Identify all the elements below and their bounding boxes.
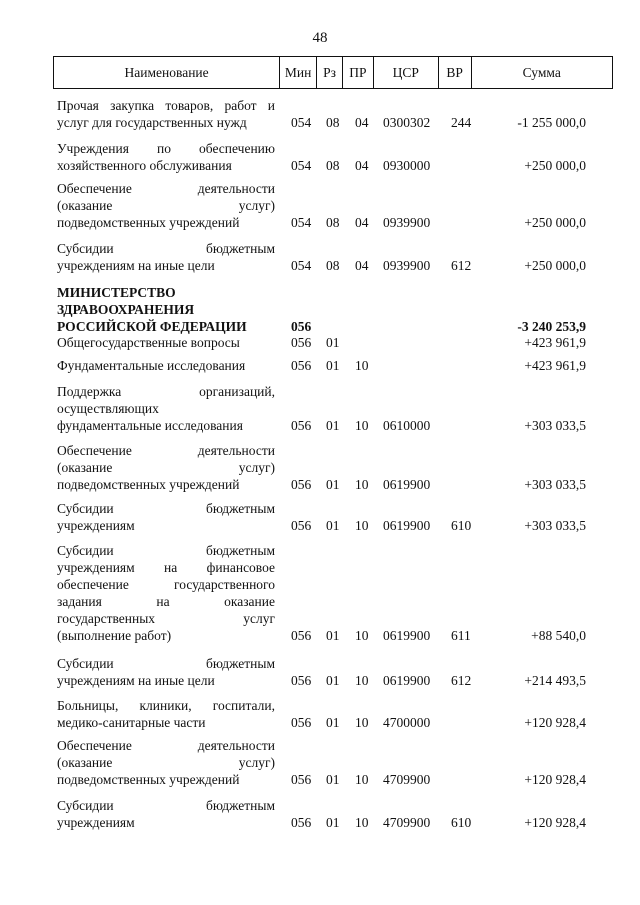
header-name: Наименование bbox=[54, 57, 280, 88]
row-csr: 0619900 bbox=[383, 477, 431, 492]
header-csr: ЦСР bbox=[374, 57, 439, 88]
row-name-line: Субсидии бюджетным bbox=[57, 543, 275, 558]
row-sum: +303 033,5 bbox=[524, 518, 586, 533]
row-min: 056 bbox=[291, 518, 312, 533]
table-row bbox=[0, 334, 640, 351]
row-rz: 01 bbox=[326, 477, 340, 492]
row-min: 056 bbox=[291, 628, 312, 643]
row-name bbox=[57, 697, 275, 731]
row-rz: 01 bbox=[326, 418, 340, 433]
row-name-line: Субсидии бюджетным bbox=[57, 798, 275, 813]
row-name bbox=[57, 140, 275, 174]
row-rz: 01 bbox=[326, 715, 340, 730]
table-row bbox=[0, 383, 640, 434]
row-sum: +214 493,5 bbox=[524, 673, 586, 688]
row-min: 054 bbox=[291, 158, 312, 173]
row-csr: 0619900 bbox=[383, 628, 431, 643]
row-rz: 08 bbox=[326, 158, 340, 173]
row-name-line: подведомственных учреждений bbox=[57, 215, 240, 230]
header-pr: ПР bbox=[343, 57, 374, 88]
row-name-line: (выполнение работ) bbox=[57, 628, 172, 643]
row-name bbox=[57, 180, 275, 231]
row-csr: 0619900 bbox=[383, 673, 431, 688]
page-number: 48 bbox=[312, 30, 328, 46]
row-name-line: учреждениям на финансовое bbox=[57, 560, 275, 575]
row-csr: 4709900 bbox=[383, 772, 431, 787]
row-csr: 0300302 bbox=[383, 115, 431, 130]
header-vr: ВР bbox=[439, 57, 472, 88]
row-name-line: (оказание услуг) bbox=[57, 460, 275, 475]
row-sum: +250 000,0 bbox=[524, 258, 586, 273]
row-sum: +303 033,5 bbox=[524, 477, 586, 492]
row-pr: 04 bbox=[355, 258, 369, 273]
row-name bbox=[57, 542, 275, 644]
row-min: 056 bbox=[291, 772, 312, 787]
row-name-line: обеспечение государственного bbox=[57, 577, 275, 592]
table-row bbox=[0, 97, 640, 131]
table-row bbox=[0, 655, 640, 689]
row-min: 054 bbox=[291, 115, 312, 130]
row-sum: +423 961,9 bbox=[524, 335, 586, 350]
table-row bbox=[0, 357, 640, 374]
row-name-line: хозяйственного обслуживания bbox=[57, 158, 232, 173]
row-rz: 01 bbox=[326, 772, 340, 787]
row-name-line: учреждениям на иные цели bbox=[57, 673, 215, 688]
row-pr: 10 bbox=[355, 673, 369, 688]
row-name bbox=[57, 500, 275, 534]
row-name-line: Обеспечение деятельности bbox=[57, 738, 275, 753]
row-rz: 01 bbox=[326, 518, 340, 533]
row-name-line: Субсидии бюджетным bbox=[57, 501, 275, 516]
row-vr: 612 bbox=[451, 258, 472, 273]
row-sum: +120 928,4 bbox=[524, 715, 586, 730]
row-name bbox=[57, 284, 275, 335]
row-csr: 4700000 bbox=[383, 715, 431, 730]
row-name-line: Прочая закупка товаров, работ и bbox=[57, 98, 275, 113]
row-vr: 610 bbox=[451, 518, 472, 533]
row-min: 056 bbox=[291, 358, 312, 373]
row-name-line: ЗДРАВООХРАНЕНИЯ bbox=[57, 302, 195, 317]
table-row bbox=[0, 500, 640, 534]
row-name bbox=[57, 240, 275, 274]
header-min: Мин bbox=[280, 57, 317, 88]
row-pr: 10 bbox=[355, 715, 369, 730]
row-min: 056 bbox=[291, 319, 312, 334]
row-pr: 10 bbox=[355, 815, 369, 830]
row-pr: 04 bbox=[355, 215, 369, 230]
row-rz: 08 bbox=[326, 115, 340, 130]
row-name bbox=[57, 797, 275, 831]
row-sum: +250 000,0 bbox=[524, 158, 586, 173]
row-name-line: (оказание услуг) bbox=[57, 198, 275, 213]
row-csr: 0619900 bbox=[383, 518, 431, 533]
row-name-line: Больницы, клиники, госпитали, bbox=[57, 698, 275, 713]
row-name-line: Обеспечение деятельности bbox=[57, 443, 275, 458]
row-name-line: задания на оказание bbox=[57, 594, 275, 609]
row-sum: -3 240 253,9 bbox=[517, 319, 586, 334]
row-name bbox=[57, 655, 275, 689]
row-name-line: учреждениям bbox=[57, 815, 135, 830]
row-name-line: учреждениям bbox=[57, 518, 135, 533]
row-name-line: Субсидии бюджетным bbox=[57, 656, 275, 671]
table-row bbox=[0, 697, 640, 731]
row-min: 054 bbox=[291, 258, 312, 273]
row-pr: 04 bbox=[355, 158, 369, 173]
table-row bbox=[0, 180, 640, 231]
row-name-line: услуг для государственных нужд bbox=[57, 115, 247, 130]
row-name-line: учреждениям на иные цели bbox=[57, 258, 215, 273]
table-row bbox=[0, 542, 640, 644]
row-name-line: фундаментальные исследования bbox=[57, 418, 243, 433]
row-vr: 610 bbox=[451, 815, 472, 830]
row-csr: 0930000 bbox=[383, 158, 431, 173]
table-row bbox=[0, 737, 640, 788]
row-rz: 01 bbox=[326, 628, 340, 643]
row-name-line: Фундаментальные исследования bbox=[57, 358, 246, 373]
row-pr: 10 bbox=[355, 628, 369, 643]
table-row bbox=[0, 797, 640, 831]
row-name-line: подведомственных учреждений bbox=[57, 772, 240, 787]
row-name-line: Субсидии бюджетным bbox=[57, 241, 275, 256]
row-csr: 0610000 bbox=[383, 418, 431, 433]
row-name-line: подведомственных учреждений bbox=[57, 477, 240, 492]
header-sum: Сумма bbox=[522, 64, 561, 80]
row-pr: 10 bbox=[355, 358, 369, 373]
row-name-line: Общегосударственные вопросы bbox=[57, 335, 240, 350]
row-min: 054 bbox=[291, 215, 312, 230]
row-min: 056 bbox=[291, 815, 312, 830]
row-pr: 10 bbox=[355, 772, 369, 787]
row-rz: 08 bbox=[326, 215, 340, 230]
row-min: 056 bbox=[291, 335, 312, 350]
row-sum: -1 255 000,0 bbox=[517, 115, 586, 130]
row-name bbox=[57, 97, 275, 131]
row-rz: 01 bbox=[326, 358, 340, 373]
row-sum: +303 033,5 bbox=[524, 418, 586, 433]
row-name bbox=[57, 737, 275, 788]
row-name-line: Поддержка организаций, bbox=[57, 384, 275, 399]
row-name-line: медико-санитарные части bbox=[57, 715, 206, 730]
row-name-line: РОССИЙСКОЙ ФЕДЕРАЦИИ bbox=[57, 319, 247, 334]
row-name bbox=[57, 357, 275, 374]
row-rz: 01 bbox=[326, 815, 340, 830]
row-pr: 04 bbox=[355, 115, 369, 130]
row-csr: 0939900 bbox=[383, 215, 431, 230]
row-rz: 01 bbox=[326, 673, 340, 688]
row-min: 056 bbox=[291, 715, 312, 730]
table-row bbox=[0, 140, 640, 174]
row-csr: 4709900 bbox=[383, 815, 431, 830]
row-name-line: Обеспечение деятельности bbox=[57, 181, 275, 196]
row-sum: +120 928,4 bbox=[524, 815, 586, 830]
row-sum: +120 928,4 bbox=[524, 772, 586, 787]
table-row bbox=[0, 240, 640, 274]
row-name-line: Учреждения по обеспечению bbox=[57, 141, 275, 156]
table-row bbox=[0, 284, 640, 335]
row-name bbox=[57, 383, 275, 434]
row-min: 056 bbox=[291, 673, 312, 688]
row-name-line: МИНИСТЕРСТВО bbox=[57, 285, 176, 300]
row-name-line: (оказание услуг) bbox=[57, 755, 275, 770]
header-rz: Рз bbox=[317, 57, 343, 88]
row-vr: 611 bbox=[451, 628, 471, 643]
row-sum: +250 000,0 bbox=[524, 215, 586, 230]
row-name-line: государственных услуг bbox=[57, 611, 275, 626]
row-name bbox=[57, 442, 275, 493]
row-vr: 244 bbox=[451, 115, 472, 130]
row-pr: 10 bbox=[355, 418, 369, 433]
row-pr: 10 bbox=[355, 518, 369, 533]
row-sum: +423 961,9 bbox=[524, 358, 586, 373]
row-rz: 08 bbox=[326, 258, 340, 273]
table-row bbox=[0, 442, 640, 493]
row-pr: 10 bbox=[355, 477, 369, 492]
row-name-line: осуществляющих bbox=[57, 401, 159, 416]
row-sum: +88 540,0 bbox=[531, 628, 586, 643]
row-csr: 0939900 bbox=[383, 258, 431, 273]
row-vr: 612 bbox=[451, 673, 472, 688]
row-name bbox=[57, 334, 275, 351]
row-min: 056 bbox=[291, 418, 312, 433]
row-rz: 01 bbox=[326, 335, 340, 350]
row-min: 056 bbox=[291, 477, 312, 492]
